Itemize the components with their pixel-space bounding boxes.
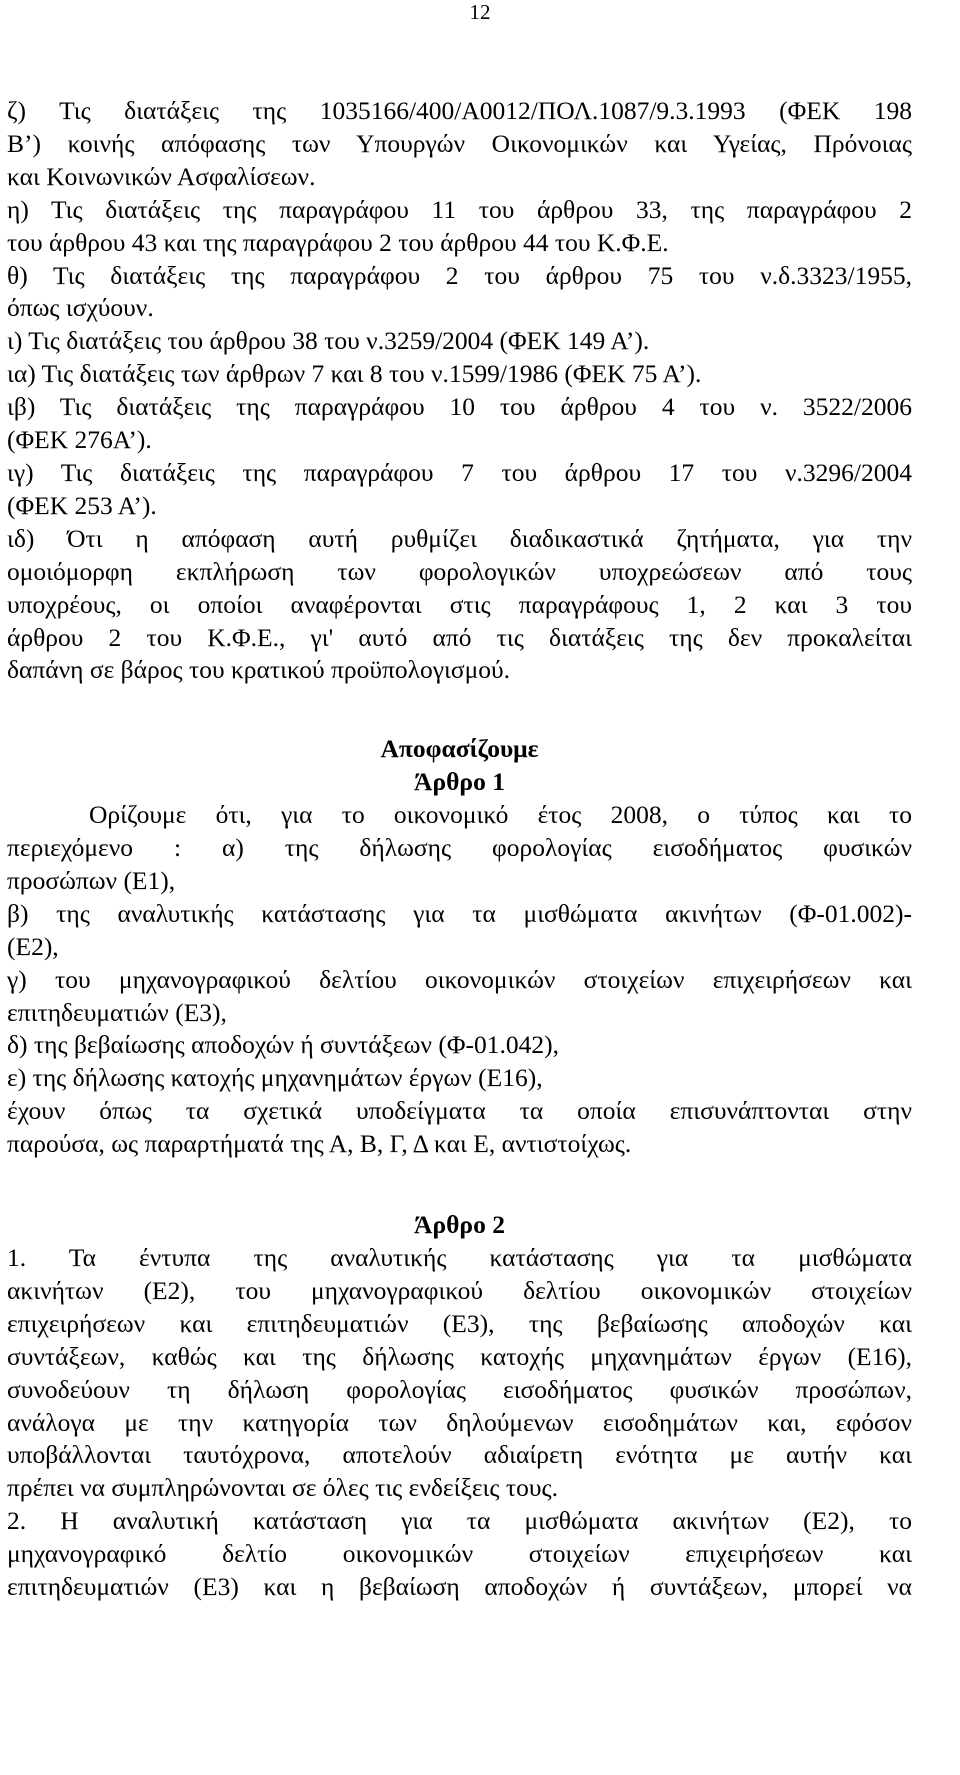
text-line: ακινήτων (Ε2), του μηχανογραφικού δελτίου οικονομικών στοιχείων xyxy=(7,1275,912,1305)
text-line: (ΦΕΚ 276Α’). xyxy=(7,425,152,455)
text-line: περιεχόμενο : α) της δήλωσης φορολογίας εισοδήματος φυσικών xyxy=(7,833,912,863)
text-line: προσώπων (Ε1), xyxy=(7,865,176,895)
text-line: επιτηδευματιών (Ε3) και η βεβαίωση αποδοχών ή συντάξεων, μπορεί να xyxy=(7,1572,912,1602)
text-line: (ΦΕΚ 253 Α’). xyxy=(7,490,157,520)
text-line: και Κοινωνικών Ασφαλίσεων. xyxy=(7,161,316,191)
text-line: ε) της δήλωσης κατοχής μηχανημάτων έργων (Ε16), xyxy=(7,1063,543,1093)
section-gap xyxy=(7,687,912,733)
text-line: υποβάλλονται ταυτόχρονα, αποτελούν αδιαίρετη ενότητα με αυτήν και xyxy=(7,1440,912,1470)
text-line: ζ) Τις διατάξεις της 1035166/400/Α0012/ΠΟΛ.1087/9.3.1993 (ΦΕΚ 198 xyxy=(7,96,912,125)
text-line: 1. Τα έντυπα της αναλυτικής κατάστασης για τα μισθώματα xyxy=(7,1243,912,1272)
text-line: όπως ισχύουν. xyxy=(7,293,154,323)
text-line: ιδ) Ότι η απόφαση αυτή ρυθμίζει διαδικαστικά ζητήματα, για την xyxy=(7,523,912,553)
heading-article-2: Άρθρο 2 xyxy=(414,1210,505,1240)
text-line: υποχρέους, οι οποίοι αναφέρονται στις παραγράφους 1, 2 και 3 του xyxy=(7,589,912,619)
text-line: επιτηδευματιών (Ε3), xyxy=(7,997,227,1027)
text-line: γ) του μηχανογραφικού δελτίου οικονομικών στοιχείων επιχειρήσεων και xyxy=(7,964,912,994)
text-line: πρέπει να συμπληρώνονται σε όλες τις ενδείξεις τους. xyxy=(7,1473,558,1503)
text-line: 2. Η αναλυτική κατάσταση για τα μισθώματα ακινήτων (Ε2), το xyxy=(7,1506,912,1536)
text-line: ανάλογα με την κατηγορία των δηλούμενων εισοδημάτων και, εφόσον xyxy=(7,1407,912,1437)
text-line: επιχειρήσεων και επιτηδευματιών (Ε3), της βεβαίωσης αποδοχών και xyxy=(7,1308,912,1338)
text-line: η) Τις διατάξεις της παραγράφου 11 του άρθρου 33, της παραγράφου 2 xyxy=(7,194,912,224)
text-line: παρούσα, ως παραρτήματά της Α, Β, Γ, Δ και Ε, αντιστοίχως. xyxy=(7,1129,632,1159)
text-line: ιβ) Τις διατάξεις της παραγράφου 10 του άρθρου 4 του ν. 3522/2006 xyxy=(7,392,912,422)
page-number: 12 xyxy=(469,0,491,24)
text-line: ι) Τις διατάξεις του άρθρου 38 του ν.3259/2004 (ΦΕΚ 149 Α’). xyxy=(7,326,650,356)
text-line: Ορίζουμε ότι, για το οικονομικό έτος 2008, ο τύπος και το xyxy=(89,800,912,830)
text-line: συντάξεων, καθώς και της δήλωσης κατοχής μηχανημάτων έργων (Ε16), xyxy=(7,1341,912,1371)
text-line: θ) Τις διατάξεις της παραγράφου 2 του άρθρου 75 του ν.δ.3323/1955, xyxy=(7,260,912,290)
text-line: (Ε2), xyxy=(7,931,59,961)
text-line: δ) της βεβαίωσης αποδοχών ή συντάξεων (Φ-01.042), xyxy=(7,1030,559,1060)
text-line: ομοιόμορφη εκπλήρωση των φορολογικών υποχρεώσεων από τους xyxy=(7,556,912,586)
heading-article-1: Άρθρο 1 xyxy=(414,767,505,797)
text-line: του άρθρου 43 και της παραγράφου 2 του άρθρου 44 του Κ.Φ.Ε. xyxy=(7,227,669,257)
document-body xyxy=(7,95,912,1604)
text-line: ιγ) Τις διατάξεις της παραγράφου 7 του άρθρου 17 του ν.3296/2004 xyxy=(7,457,912,487)
text-line: άρθρου 2 του Κ.Φ.Ε., γι' αυτό από τις διατάξεις της δεν προκαλείται xyxy=(7,622,912,652)
heading-decide: Αποφασίζουμε xyxy=(380,734,539,764)
text-line: Β’) κοινής απόφασης των Υπουργών Οικονομικών και Υγείας, Πρόνοιας xyxy=(7,128,912,158)
text-line: β) της αναλυτικής κατάστασης για τα μισθώματα ακινήτων (Φ-01.002)- xyxy=(7,898,912,928)
text-line: έχουν όπως τα σχετικά υποδείγματα τα οποία επισυνάπτονται στην xyxy=(7,1096,912,1126)
text-line: δαπάνη σε βάρος του κρατικού προϋπολογισμού. xyxy=(7,655,511,685)
text-line: μηχανογραφικό δελτίο οικονομικών στοιχείων επιχειρήσεων και xyxy=(7,1539,912,1569)
text-line: συνοδεύουν τη δήλωση φορολογίας εισοδήματος φυσικών προσώπων, xyxy=(7,1374,912,1404)
text-line: ια) Τις διατάξεις των άρθρων 7 και 8 του ν.1599/1986 (ΦΕΚ 75 Α’). xyxy=(7,359,702,389)
section-gap xyxy=(7,1161,912,1209)
